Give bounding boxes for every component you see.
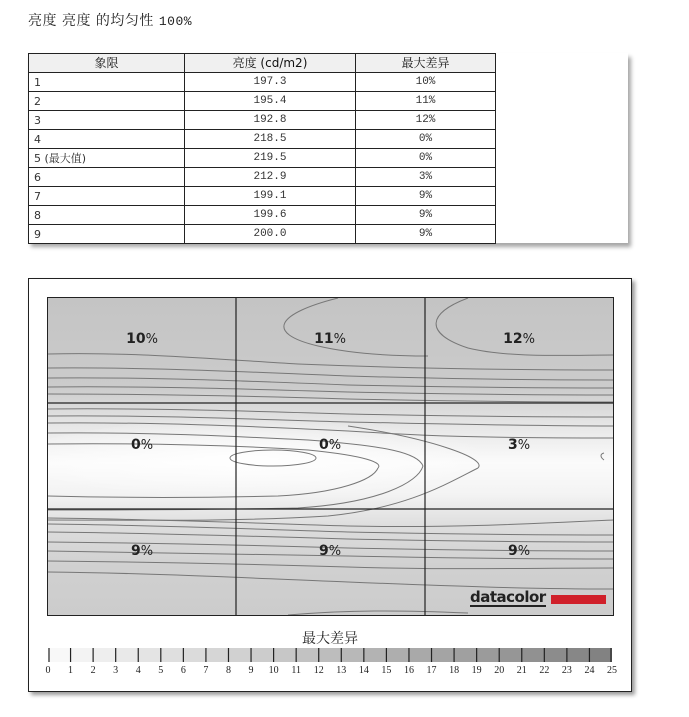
cell-quadrant: 8: [29, 206, 185, 225]
cell-quadrant: 4: [29, 130, 185, 149]
cell-max-diff: 11%: [356, 92, 496, 111]
table-row: [29, 149, 496, 168]
datacolor-logo-bar: [551, 595, 606, 604]
cell-luminance: 195.4: [185, 92, 356, 111]
cell-quadrant: 1: [29, 73, 185, 92]
scale-tick-label: 22: [539, 665, 550, 676]
table-row: [29, 168, 496, 187]
data-table-panel: [28, 53, 628, 243]
scale-tick-label: 24: [584, 665, 595, 676]
table-row: [29, 225, 496, 244]
scale-tick-label: 13: [336, 665, 347, 676]
table-row: [29, 187, 496, 206]
scale-tick-label: 6: [180, 665, 186, 676]
cell-quadrant: 9: [29, 225, 185, 244]
page-title: [28, 10, 192, 30]
quadrant-9-label: 9%: [507, 543, 531, 559]
cell-luminance: 192.8: [185, 111, 356, 130]
quadrant-2-label: 11%: [314, 331, 346, 347]
table-row: [29, 92, 496, 111]
table-row: [29, 206, 496, 225]
scale-tick-label: 15: [381, 665, 392, 676]
scale-tick-label: 20: [494, 665, 505, 676]
scale-tick-label: 14: [358, 665, 369, 676]
cell-luminance: 199.1: [185, 187, 356, 206]
scale-tick-label: 0: [45, 665, 51, 676]
scale-tick-label: 12: [313, 665, 324, 676]
cell-max-diff: 9%: [356, 225, 496, 244]
scale-tick-label: 9: [248, 665, 254, 676]
quadrant-5-label: 0%: [318, 437, 342, 453]
scale-tick-label: 5: [158, 665, 164, 676]
cell-quadrant: 7: [29, 187, 185, 206]
datacolor-logo: datacolor: [470, 588, 546, 606]
quadrant-3-label: 12%: [503, 331, 535, 347]
scale-tick-label: 8: [225, 665, 231, 676]
uniformity-table: [28, 53, 496, 244]
cell-quadrant: 3: [29, 111, 185, 130]
quadrant-4-label: 0%: [130, 437, 154, 453]
scale-tick-label: 18: [449, 665, 460, 676]
table-row: [29, 130, 496, 149]
scale-tick-label: 3: [113, 665, 119, 676]
cell-max-diff: 3%: [356, 168, 496, 187]
cell-max-diff: 0%: [356, 130, 496, 149]
uniformity-chart-panel: [28, 278, 632, 692]
cell-max-diff: 12%: [356, 111, 496, 130]
title-value: 100%: [158, 14, 193, 29]
contour-plot: [47, 297, 614, 616]
scale-title: 最大差异: [302, 631, 358, 647]
scale-tick-label: 11: [291, 665, 301, 676]
table-header-row: [29, 54, 496, 73]
scale-tick-label: 10: [268, 665, 279, 676]
scale-tick-label: 19: [471, 665, 482, 676]
cell-quadrant: 2: [29, 92, 185, 111]
cell-luminance: 218.5: [185, 130, 356, 149]
table-row: [29, 73, 496, 92]
header-max-diff: 最大差异: [356, 54, 496, 73]
cell-luminance: 219.5: [185, 149, 356, 168]
cell-luminance: 199.6: [185, 206, 356, 225]
scale-tick-labels: [45, 665, 617, 679]
scale-tick-label: 4: [135, 665, 141, 676]
header-quadrant: 象限: [29, 54, 185, 73]
cell-max-diff: 9%: [356, 206, 496, 225]
scale-tick-label: 21: [516, 665, 527, 676]
quadrant-7-label: 9%: [130, 543, 154, 559]
cell-luminance: 200.0: [185, 225, 356, 244]
scale-tick-label: 1: [68, 665, 74, 676]
table-row: [29, 111, 496, 130]
scale-tick-label: 7: [203, 665, 209, 676]
quadrant-8-label: 9%: [318, 543, 342, 559]
color-scale-bar: [48, 648, 612, 662]
header-luminance: 亮度 (cd/m2): [185, 54, 356, 73]
scale-tick-label: 23: [561, 665, 572, 676]
cell-max-diff: 9%: [356, 187, 496, 206]
cell-quadrant: 6: [29, 168, 185, 187]
title-text: 亮度 亮度 的均匀性: [28, 13, 154, 29]
scale-tick-label: 2: [90, 665, 96, 676]
cell-luminance: 197.3: [185, 73, 356, 92]
scale-tick-label: 16: [403, 665, 414, 676]
cell-quadrant: 5 (最大值): [29, 149, 185, 168]
scale-tick-label: 25: [607, 665, 617, 676]
cell-luminance: 212.9: [185, 168, 356, 187]
quadrant-6-label: 3%: [507, 437, 531, 453]
quadrant-1-label: 10%: [126, 331, 158, 347]
cell-max-diff: 0%: [356, 149, 496, 168]
scale-tick-label: 17: [426, 665, 437, 676]
cell-max-diff: 10%: [356, 73, 496, 92]
